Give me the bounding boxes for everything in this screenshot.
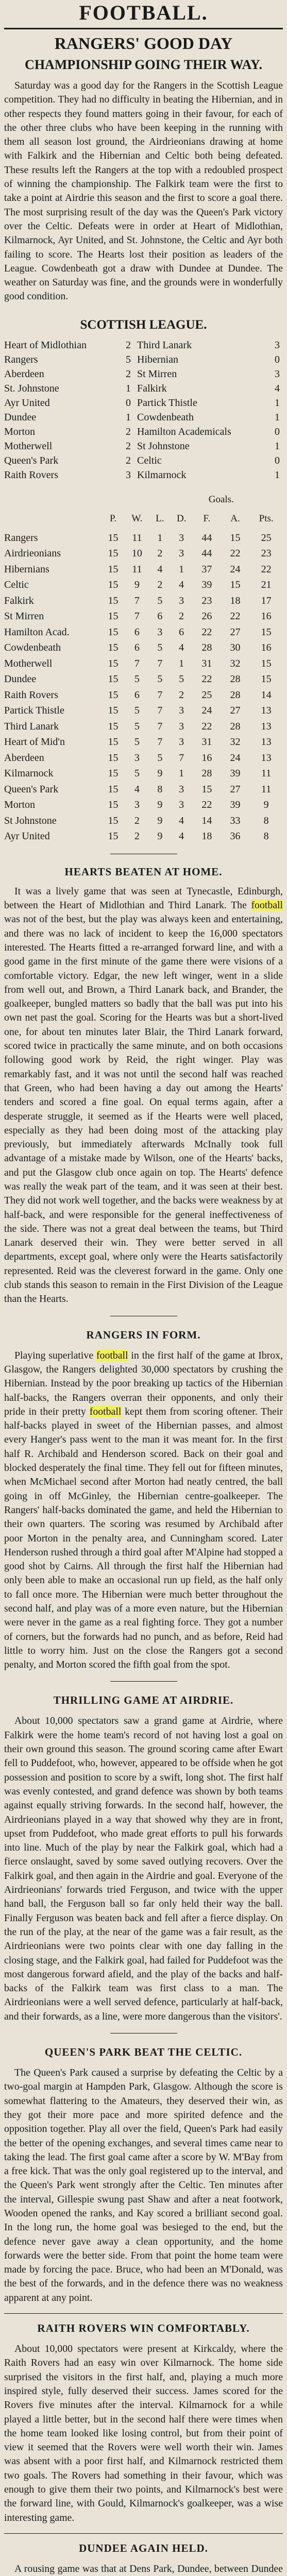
league-row xyxy=(4,734,283,750)
league-stat: 5 xyxy=(134,720,140,732)
league-stat: 27 xyxy=(230,783,241,795)
league-team: Celtic xyxy=(4,579,29,591)
league-stat: 31 xyxy=(201,736,212,748)
league-stat: 9 xyxy=(157,831,163,842)
result-row xyxy=(4,425,283,439)
home-score: 2 xyxy=(126,440,131,452)
league-stat: 4 xyxy=(179,831,184,842)
league-row xyxy=(4,750,283,766)
team-col-header xyxy=(4,511,102,530)
league-team: Third Lanark xyxy=(4,720,59,732)
league-stat: 5 xyxy=(157,595,163,606)
article-raith: About 10,000 spectators were present at Kirkcaldy, where the Raith Rovers had an easy win over Kilmarnock. The home side surprised the visitors in the first half, and, playing a much more inspired style, fully deserved their success. James scored for the Rovers five minutes after the interval. Kilmarnock for a while played a little better, but in the second half there were times when the home team looked like losing control, but from their point of view it seemed that the Rovers were well worth their win. James was absent with a poor first half, and Kilmarnock restricted them two goals. The Rovers had something in their favour, which was enough to give them their two points, and Kilmarnock's best were the forward line, with Gould, Kilmarnock's goalkeeper, was a wise interesting game. xyxy=(4,2343,283,2523)
league-stat: 15 xyxy=(108,799,119,811)
league-stat: 23 xyxy=(261,548,272,560)
section-heading-raith: RAITH ROVERS WIN COMFORTABLY. xyxy=(37,2322,250,2335)
league-stat: 15 xyxy=(201,783,212,795)
league-stat: 3 xyxy=(179,799,184,811)
away-team: Falkirk xyxy=(137,382,167,394)
league-stat: 3 xyxy=(179,720,184,732)
league-stat: 28 xyxy=(230,673,241,685)
league-stat: 1 xyxy=(157,532,163,544)
league-stat: 7 xyxy=(157,657,163,669)
league-stat: 1 xyxy=(179,768,184,779)
league-team: Heart of Mid'n xyxy=(4,736,65,748)
league-stat: 10 xyxy=(131,548,142,560)
league-stat: 18 xyxy=(230,595,241,606)
league-row xyxy=(4,703,283,719)
league-stat: 5 xyxy=(134,736,140,748)
league-stat: 4 xyxy=(179,579,184,591)
league-stat: 15 xyxy=(108,611,119,622)
league-stat: 3 xyxy=(179,783,184,795)
league-stat: 30 xyxy=(230,642,241,654)
away-team: Kilmarnock xyxy=(137,469,187,481)
article-queens-park: The Queen's Park caused a surprise by defeating the Celtic by a two-goal margin at Hampden Park, Glasgow. Although the score is somewhat flattering to the Amateurs, they deserved their win, as they got their more pace and more spirited defence and the opposition together. Play all over the field, Queen's Park had easily the better of the opening exchanges, and several times came near to taking the lead. The first goal came after a score by W. M'Bay from a free kick. That was the only goal registered up to the interval, and the Queen's Park went strongly after the Celtic. Ten minutes after the interval, Gillespie swung past Shaw and after a neat footwork, Wooden opened the ranks, and Kay scored a brilliant second goal. In the long run, the home goal was besieged to the end, but the defence never gave away a clean opportunity, and the home forwards were the better side. From that point the home team were made by forcing the pace. Bruce, who had been an M'Donald, was the best of the forwards, and in the defence there was no weakness apparent at any point. xyxy=(4,2067,283,2303)
league-stat: 28 xyxy=(201,768,212,779)
league-stat: 11 xyxy=(261,783,272,795)
league-stat: 22 xyxy=(201,799,212,811)
league-stat: 17 xyxy=(261,595,272,606)
league-row xyxy=(4,813,283,829)
league-stat: 15 xyxy=(108,689,119,701)
league-stat: 4 xyxy=(157,563,163,575)
league-stat: 11 xyxy=(132,532,142,544)
home-team: Rangers xyxy=(4,353,38,365)
section-heading-dundee: DUNDEE AGAIN HELD. xyxy=(79,2541,208,2554)
league-team: St Johnstone xyxy=(4,815,57,826)
league-team: Kilmarnock xyxy=(4,768,54,779)
league-row xyxy=(4,577,283,593)
league-stat: 24 xyxy=(201,705,212,717)
away-team: Hamilton Academicals xyxy=(137,426,231,437)
league-stat: 3 xyxy=(179,736,184,748)
league-team: St Mirren xyxy=(4,611,44,622)
league-stat: 7 xyxy=(157,720,163,732)
away-team: Celtic xyxy=(137,454,162,466)
away-score: 3 xyxy=(275,368,280,380)
league-stat: 33 xyxy=(230,815,241,826)
league-stat: 9 xyxy=(157,799,163,811)
home-score: 1 xyxy=(126,411,131,423)
league-stat: 39 xyxy=(230,799,241,811)
away-score: 1 xyxy=(275,440,280,452)
league-stat: 15 xyxy=(108,768,119,779)
league-stat: 3 xyxy=(179,532,184,544)
league-stat: 28 xyxy=(201,642,212,654)
league-stat: 25 xyxy=(261,532,272,544)
league-stat: 5 xyxy=(157,752,163,764)
league-stat: 2 xyxy=(179,611,184,622)
league-row xyxy=(4,687,283,703)
league-stat: 15 xyxy=(108,815,119,826)
league-team: Rangers xyxy=(4,532,38,544)
league-stat: 6 xyxy=(134,642,140,654)
league-stat: 3 xyxy=(179,705,184,717)
league-stat: 7 xyxy=(179,752,184,764)
away-team: Partick Thistle xyxy=(137,397,197,409)
league-stat: 15 xyxy=(108,548,119,560)
league-stat: 13 xyxy=(261,752,272,764)
separator xyxy=(110,1681,177,1682)
league-stat: 16 xyxy=(201,752,212,764)
league-stat: 1 xyxy=(179,563,184,575)
league-team: Queen's Park xyxy=(4,783,59,795)
league-stat: 15 xyxy=(230,532,241,544)
away-score: 1 xyxy=(275,469,280,481)
league-stat: 3 xyxy=(179,548,184,560)
home-team: Ayr United xyxy=(4,397,50,409)
league-team: Cowdenbeath xyxy=(4,642,61,654)
league-stat: 8 xyxy=(263,831,269,842)
league-stat: 2 xyxy=(157,579,163,591)
league-stat: 15 xyxy=(108,579,119,591)
league-stat: 2 xyxy=(134,815,140,826)
league-stat: 5 xyxy=(134,768,140,779)
league-stat: 27 xyxy=(230,626,241,638)
league-row xyxy=(4,671,283,687)
league-col-header: W. xyxy=(131,513,143,524)
league-row xyxy=(4,640,283,656)
league-stat: 6 xyxy=(179,626,184,638)
league-stat: 13 xyxy=(261,705,272,717)
league-stat: 31 xyxy=(201,657,212,669)
article-dundee: A rousing game was that at Dens Park, Dundee, between Dundee xyxy=(14,2563,283,2574)
result-row xyxy=(4,439,283,453)
league-stat: 37 xyxy=(201,563,212,575)
league-stat: 15 xyxy=(108,831,119,842)
home-score: 0 xyxy=(126,397,131,409)
league-stat: 28 xyxy=(230,720,241,732)
scottish-league-title: SCOTTISH LEAGUE. xyxy=(80,317,207,332)
league-stat: 6 xyxy=(157,611,163,622)
league-stat: 16 xyxy=(261,642,272,654)
league-stat: 25 xyxy=(201,689,212,701)
league-stat: 15 xyxy=(108,673,119,685)
league-row xyxy=(4,656,283,672)
away-score: 0 xyxy=(275,454,280,466)
league-stat: 15 xyxy=(108,657,119,669)
league-team: Hibernians xyxy=(4,563,49,575)
league-stat: 22 xyxy=(201,626,212,638)
league-stat: 15 xyxy=(108,705,119,717)
league-stat: 4 xyxy=(134,783,140,795)
league-stat: 7 xyxy=(134,611,140,622)
home-score: 3 xyxy=(126,469,131,481)
league-stat: 15 xyxy=(108,595,119,606)
results-table xyxy=(4,338,283,482)
home-team: Aberdeen xyxy=(4,368,44,380)
home-team: Raith Rovers xyxy=(4,469,58,481)
away-team: St Johnstone xyxy=(137,440,190,452)
league-stat: 15 xyxy=(230,579,241,591)
league-stat: 6 xyxy=(134,689,140,701)
league-row xyxy=(4,530,283,546)
league-stat: 44 xyxy=(201,532,212,544)
league-stat: 15 xyxy=(108,783,119,795)
away-score: 1 xyxy=(275,411,280,423)
league-stat: 13 xyxy=(261,736,272,748)
league-stat: 13 xyxy=(261,720,272,732)
home-score: 2 xyxy=(126,368,131,380)
league-col-header: Pts. xyxy=(259,513,274,524)
home-score: 1 xyxy=(126,382,131,394)
league-stat: 22 xyxy=(261,563,272,575)
league-stat: 22 xyxy=(201,673,212,685)
newspaper-page xyxy=(4,0,283,2576)
away-team: Third Lanark xyxy=(137,339,192,351)
result-row xyxy=(4,381,283,396)
league-row xyxy=(4,782,283,798)
league-stat: 39 xyxy=(230,768,241,779)
league-stat: 5 xyxy=(134,673,140,685)
league-team: Hamilton Acad. xyxy=(4,626,70,638)
league-stat: 15 xyxy=(108,736,119,748)
league-stat: 2 xyxy=(179,689,184,701)
separator xyxy=(4,2313,283,2314)
league-stat: 7 xyxy=(157,736,163,748)
article-hearts: It was a lively game that was seen at Tynecastle, Edinburgh, between the Heart of Midlothian and Third Lanark. The football was not of the best, but the play was always keen and entertaining, and there was no lack of incident to keep the 16,000 spectators interested. The Hearts fitted a re-arranged forward line, and with a good game in the first minute of the game there were visions of a comfortable victory. Edgar, the new left winger, went in a slide from well out, and Brown, a Third Lanark back, and Brander, the goalkeeper, bungled matters so badly that the ball was put into his own net past the goal. Scoring for the Hearts was but a short-lived one, for about ten minutes later Blair, the Third Lanark forward, scored twice in practically the same minute, and on both occasions following good work by Reid, the right winger. Play was remarkably fast, and it was not until the second half was reached that Green, who had been having a day out among the Hearts' tenders and scored a fine goal. On equal terms again, after a desperate struggle, it seemed as if the Hearts were well placed, especially as they had been doing most of the attacking play previously, but immediately afterwards McInally took full advantage of a mistake made by Wilson, one of the Hearts' backs, and put the Glasgow club once again on top. The Hearts' defence was really the weak part of the team, and it was seen at their best. They did not work well together, and the backs were weakness by at half-back, and were responsible for the general ineffectiveness of the side. There was not a great deal between the teams, but Third Lanark deserved their win. They were better served in all departments, except goal, where only were the Hearts satisfactorily represented. Reid was the cleverest forward in the game. Only one club stands this season to remain in the First Division of the League than the Hearts. xyxy=(4,885,283,1305)
league-stat: 28 xyxy=(230,689,241,701)
league-row xyxy=(4,562,283,578)
league-stat: 15 xyxy=(261,626,272,638)
result-row xyxy=(4,367,283,381)
league-stat: 5 xyxy=(134,705,140,717)
league-team: Airdrieonians xyxy=(4,548,61,560)
league-table xyxy=(4,492,283,844)
away-score: 0 xyxy=(275,426,280,437)
result-row xyxy=(4,453,283,468)
league-col-header: F. xyxy=(203,513,211,524)
league-col-header: P. xyxy=(109,513,117,524)
league-stat: 3 xyxy=(134,752,140,764)
league-team: Dundee xyxy=(4,673,37,685)
section-heading-queens-park: QUEEN'S PARK BEAT THE CELTIC. xyxy=(44,2046,243,2059)
league-stat: 9 xyxy=(157,768,163,779)
article-airdrie: About 10,000 spectators saw a grand game at Airdrie, where Falkirk were the home team's record of not having lost a goal on their own ground this season. The ground scoring came after Ewart fell to Puddefoot, who, however, appeared to be offside when he got possession and position to score by a swift, long shot. The first half was evenly contested, and grand defence was shown by both teams against equally striving forwards. In the second half, however, the Airdrieonians played in a way that showed why they are in front, upset from Puddefoot, who made great efforts to pull his forwards into line. Much of the play by near the Falkirk goal, which had a fierce onslaught, saved by some saved outlying recovers. Over the Falkirk goal, and then again in the Airdrie and goal. Everyone of the Airdrieonians' forwards tried Ferguson, and twice with the upper hand ball, the Ferguson ball so far only held their way the ball. Finally Ferguson was beaten back and fell after a fierce display. On the run of the play, at the near of the game was a fair result, as the Airdrieonians were two points clear with one day falling in the closing stage, and the Falkirk goal, had failed for Puddefoot was the most dangerous forward afield, and the play of the backs and half-backs of the Falkirk team was first class to a man. The Airdrieonians were a well served defence, particularly at half-back, and their forwards, as a line, were more dangerous than the visitors'. xyxy=(4,1715,283,2022)
league-stat: 15 xyxy=(261,657,272,669)
league-stat: 3 xyxy=(157,626,163,638)
league-stat: 15 xyxy=(108,720,119,732)
league-stat: 2 xyxy=(134,831,140,842)
league-stat: 21 xyxy=(261,579,272,591)
league-stat: 15 xyxy=(261,673,272,685)
league-stat: 14 xyxy=(201,815,212,826)
league-stat: 15 xyxy=(108,642,119,654)
league-stat: 3 xyxy=(134,799,140,811)
league-stat: 15 xyxy=(108,626,119,638)
league-stat: 39 xyxy=(201,579,212,591)
league-stat: 24 xyxy=(230,752,241,764)
league-stat: 27 xyxy=(230,705,241,717)
goals-header: Goals. xyxy=(208,494,234,505)
league-stat: 6 xyxy=(134,626,140,638)
home-team: Dundee xyxy=(4,411,37,423)
result-row xyxy=(4,352,283,367)
league-row xyxy=(4,624,283,640)
league-stat: 44 xyxy=(201,548,212,560)
league-stat: 15 xyxy=(108,532,119,544)
separator xyxy=(4,2533,283,2534)
home-score: 5 xyxy=(126,353,131,365)
away-score: 1 xyxy=(275,397,280,409)
league-row xyxy=(4,828,283,844)
league-stat: 7 xyxy=(157,705,163,717)
league-stat: 11 xyxy=(132,563,142,575)
league-stat: 8 xyxy=(263,815,269,826)
home-team: Morton xyxy=(4,426,35,437)
away-score: 4 xyxy=(275,382,280,394)
league-stat: 5 xyxy=(179,673,184,685)
result-row xyxy=(4,410,283,425)
home-team: St. Johnstone xyxy=(4,382,59,394)
home-score: 2 xyxy=(126,339,131,351)
league-team: Partick Thistle xyxy=(4,705,64,717)
home-team: Motherwell xyxy=(4,440,53,452)
league-stat: 32 xyxy=(230,657,241,669)
result-row xyxy=(4,468,283,482)
league-stat: 14 xyxy=(261,689,272,701)
article-rangers: Playing superlative football in the first half of the game at Ibrox, Glasgow, the Rangers delighted 30,000 spectators by crushing the Hibernian. Instead by the poor breaking up tactics of the Hibernian half-backs, the Rangers overran their opponents, and only their pride in their pretty football kept them from scoring oftener. Their half-backs played in sweet of the Hibernian passes, and almost every Hanger's pass went to the man it was meant for. In the first half R. Archibald and Henderson scored. Back on their goal and blocked desperately the final time. They fell out for fifteen minutes, when McMichael second after Morton had neatly centred, the ball going in off McGinley, the Hibernian centre-goalkeeper. The Rangers' half-backs dominated the game, and held the Hibernian to their own quarters. The scoring was resumed by Archibald after poor Morton in the penalty area, and Cunningham scored. Later Henderson rushed through a third goal after M'Alpine had stopped a good shot by Cairns. All through the first half the Hibernian had only been able to make an occasional run up field, as the half only to fall once more. The Hibernian were much better throughout the second half, and play was of a more even nature, but the Hibernian were never in the game as a real fighting force. They got a number of corners, but the forwards had no punch, and as before, Reid had little to worry him. Just on the close the Rangers got a second penalty, and Morton scored the fifth goal from the spot. xyxy=(4,1349,283,1671)
league-stat: 15 xyxy=(108,563,119,575)
section-title: FOOTBALL. xyxy=(4,1,283,29)
away-team: St Mirren xyxy=(137,368,177,380)
league-stat: 4 xyxy=(179,642,184,654)
league-stat: 32 xyxy=(230,736,241,748)
league-stat: 9 xyxy=(134,579,140,591)
league-row xyxy=(4,546,283,562)
league-stat: 22 xyxy=(230,548,241,560)
league-row xyxy=(4,797,283,813)
league-stat: 9 xyxy=(157,815,163,826)
league-row xyxy=(4,593,283,609)
league-team: Falkirk xyxy=(4,595,34,606)
home-score: 2 xyxy=(126,426,131,437)
section-heading-rangers: RANGERS IN FORM. xyxy=(86,1328,201,1341)
league-col-header: D. xyxy=(176,513,187,524)
league-stat: 15 xyxy=(108,752,119,764)
league-stat: 22 xyxy=(201,720,212,732)
home-team: Heart of Midlothian xyxy=(4,339,87,351)
league-stat: 7 xyxy=(134,595,140,606)
league-stat: 9 xyxy=(263,799,269,811)
away-team: Hibernian xyxy=(137,353,178,365)
away-team: Cowdenbeath xyxy=(137,411,194,423)
section-heading-hearts: HEARTS BEATEN AT HOME. xyxy=(64,865,223,878)
league-stat: 1 xyxy=(179,657,184,669)
league-team: Ayr United xyxy=(4,831,50,842)
home-team: Queen's Park xyxy=(4,454,59,466)
league-row xyxy=(4,719,283,735)
league-stat: 23 xyxy=(201,595,212,606)
result-row xyxy=(4,396,283,410)
league-row xyxy=(4,766,283,782)
league-stat: 5 xyxy=(157,673,163,685)
away-score: 3 xyxy=(275,339,280,351)
headline: RANGERS' GOOD DAY xyxy=(54,34,233,53)
league-stat: 22 xyxy=(230,611,241,622)
league-col-header: A. xyxy=(230,513,240,524)
league-stat: 4 xyxy=(179,815,184,826)
league-row xyxy=(4,608,283,624)
intro-paragraph: Saturday was a good day for the Rangers in the Scottish League competition. They had no difficulty in beating the Hibernian, and in other respects they found matters going in their favour, for each of the other three clubs who have been keeping in the running with them all season lost ground, the Airdrieonians drawing at home with Falkirk and the Hibernian and Celtic both being defeated. These results left the Rangers at the top with a redoubled prospect of winning the championship. The Falkirk team were the first to take a point at Airdrie this season and the first to score a goal there. The most surprising result of the day was the Queen's Park victory over the Celtic. Defeats were in order at Heart of Midlothian, Kilmarnock, Ayr United, and St. Johnstone, the Celtic and Ayr both failing to score. The Hearts lost their position as leaders of the League. Cowdenbeath got a draw with Dundee at Dundee. The weather on Saturday was fine, and the grounds were in wonderfully good condition. xyxy=(4,80,283,302)
league-stat: 36 xyxy=(230,831,241,842)
league-stat: 7 xyxy=(134,657,140,669)
home-score: 2 xyxy=(126,454,131,466)
league-col-header: L. xyxy=(156,513,164,524)
league-team: Morton xyxy=(4,799,35,811)
league-stat: 7 xyxy=(157,689,163,701)
league-team: Aberdeen xyxy=(4,752,44,764)
league-stat: 2 xyxy=(157,548,163,560)
league-stat: 16 xyxy=(261,611,272,622)
league-stat: 11 xyxy=(261,768,272,779)
league-stat: 26 xyxy=(201,611,212,622)
league-stat: 24 xyxy=(230,563,241,575)
subheadline: CHAMPIONSHIP GOING THEIR WAY. xyxy=(25,57,262,72)
section-heading-airdrie: THRILLING GAME AT AIRDRIE. xyxy=(53,1694,234,1707)
league-stat: 3 xyxy=(179,595,184,606)
league-team: Raith Rovers xyxy=(4,689,58,701)
league-stat: 18 xyxy=(201,831,212,842)
result-row xyxy=(4,338,283,352)
league-stat: 8 xyxy=(157,783,163,795)
league-team: Motherwell xyxy=(4,657,53,669)
away-score: 0 xyxy=(275,353,280,365)
league-stat: 5 xyxy=(157,642,163,654)
